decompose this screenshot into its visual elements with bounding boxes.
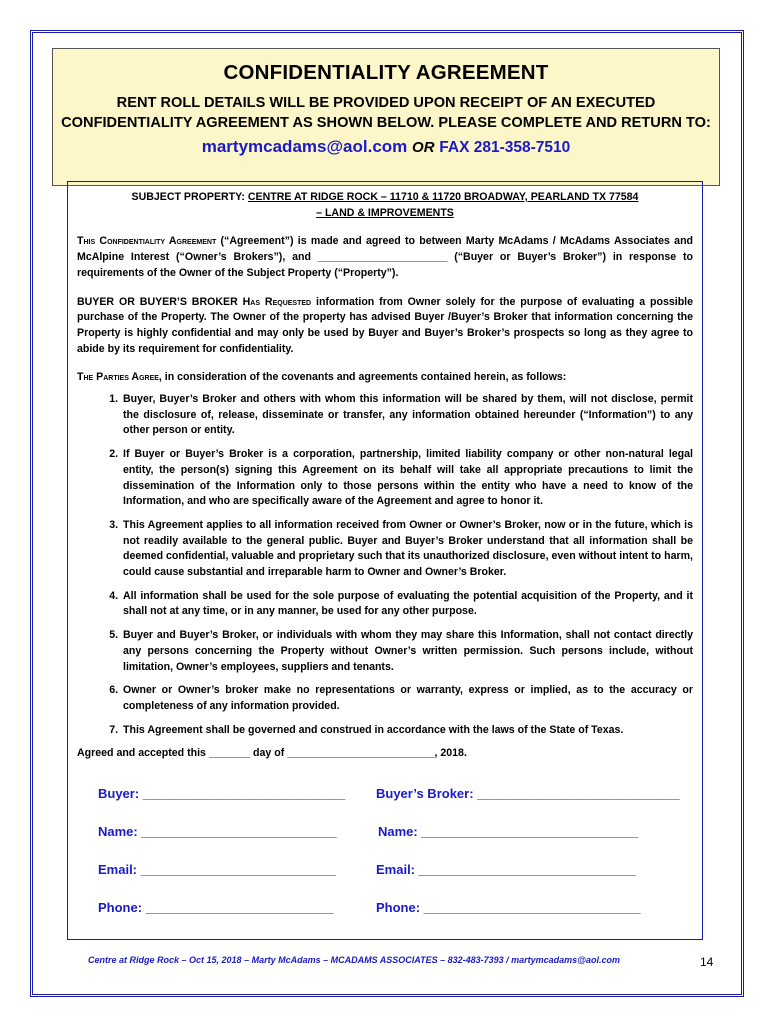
contact-line [53,137,719,157]
clause-item: 1. Buyer, Buyer’s Broker and others with whom this information will be shared by them, will not disclose, permit the disclosure of, release, disseminate or transfer, any information obtained hereunder (“Information”) to any other person or entity. [121,392,693,439]
page-number: 14 [700,955,714,969]
subject-property [77,190,693,221]
clause-item: 6. Owner or Owner’s broker make no representations or warranty, express or implied, as to the accuracy or completeness of any information provided. [121,683,693,714]
parties-lead: The Parties Agree [77,371,159,384]
clause-item: 2. If Buyer or Buyer’s Broker is a corporation, partnership, limited liability company or other non-natural legal entity, the person(s) signing this Agreement on its behalf will take all appropriate precautions to limit the dissemination of the Information only to those persons within the entity who have a need to know of the Information, and who are specifically aware of the Agreement and agree to honor it. [121,447,693,510]
contact-or: OR [412,139,435,156]
buyer-lead-1: BUYER OR BUYER’S BROKER [77,295,243,308]
intro-text: (“Agreement”) is made and agreed to between Marty McAdams / McAdams Associates and McAlpine Interest (“Owner’s Brokers”), and ______________________ (“Buyer or Buyer’s Broker”) in response to requirements of the Owner of the Subject Property (“Property”). [77,235,694,279]
buyer-email-field[interactable]: Email: ___________________________ [98,862,336,877]
subject-label: SUBJECT PROPERTY: [131,191,248,203]
header-instruction-line-1: RENT ROLL DETAILS WILL BE PROVIDED UPON RECEIPT OF AN EXECUTED [116,95,656,111]
page-footer: Centre at Ridge Rock – Oct 15, 2018 – Marty McAdams – MCADAMS ASSOCIATES – 832-483-7393 / martymcadams@aol.com [88,955,620,965]
clause-item: 4. All information shall be used for the sole purpose of evaluating the potential acquisition of the Property, and it shall not at any time, or in any manner, be used for any other purpose. [121,589,693,620]
subject-line-1: CENTRE AT RIDGE ROCK – 11710 & 11720 BROADWAY, PEARLAND TX 77584 [247,191,639,203]
signature-row-email [98,862,698,900]
subject-line-2: – LAND & IMPROVEMENTS [316,206,454,219]
contact-fax: FAX 281-358-7510 [439,139,571,156]
broker-email-field[interactable]: Email: ______________________________ [376,862,636,877]
buyer-name-field[interactable]: Name: ___________________________ [98,824,337,839]
header-instruction-line-2: CONFIDENTIALITY AGREEMENT AS SHOWN BELOW. PLEASE COMPLETE AND RETURN TO: [61,115,711,131]
intro-paragraph [77,234,693,281]
clause-item: 7. This Agreement shall be governed and construed in accordance with the laws of the State of Texas. [121,723,693,739]
intro-lead: This Confidentiality Agreement [77,235,217,248]
parties-paragraph [77,370,693,386]
contact-email-link[interactable]: martymcadams@aol.com [201,137,408,156]
broker-phone-field[interactable]: Phone: ______________________________ [376,900,641,915]
buyer-phone-field[interactable]: Phone: __________________________ [98,900,334,915]
signature-row-phone [98,900,698,938]
signature-row-buyer [98,786,698,824]
buyer-lead-2: Has Requested [242,295,312,308]
agreed-accepted-line[interactable]: Agreed and accepted this _______ day of _________________________, 2018. [77,747,467,760]
buyer-signature-field[interactable]: Buyer: ____________________________ [98,786,346,801]
signature-block [98,786,698,938]
parties-text: , in consideration of the covenants and agreements contained herein, as follows: [158,371,567,384]
broker-name-field[interactable]: Name: ______________________________ [378,824,639,839]
agreement-body [67,181,703,940]
buyer-text: information from Owner solely for the purpose of evaluating a possible purchase of the Property. The Owner of the property has advised Buyer /Buyer’s Broker that information concerning the Property is highly confidential and may only be used by Buyer and Buyer’s Broker’s prospects so long as they agree to abide by its requirement for confidentiality. [77,295,693,355]
buyer-paragraph [77,295,693,358]
clause-list [77,392,693,738]
clause-item: 5. Buyer and Buyer’s Broker, or individuals with whom they may share this Information, shall not contact directly any persons concerning the Property without Owner’s written permission. Such persons include, without limitation, Owner’s employees, suppliers and tenants. [121,628,693,675]
clause-item: 3. This Agreement applies to all information received from Owner or Owner’s Broker, now or in the future, which is not readily available to the general public. Buyer and Buyer’s Broker understand that all information shall be deemed confidential, valuable and proprietary such that its unauthorized disclosure, even without intent to harm, could cause substantial and irreparable harm to Owner and Owner’s Broker. [121,518,693,581]
signature-row-name [98,824,698,862]
document-title: CONFIDENTIALITY AGREEMENT [223,61,549,84]
buyers-broker-signature-field[interactable]: Buyer’s Broker: ____________________________ [376,786,680,801]
header-banner [52,48,720,186]
